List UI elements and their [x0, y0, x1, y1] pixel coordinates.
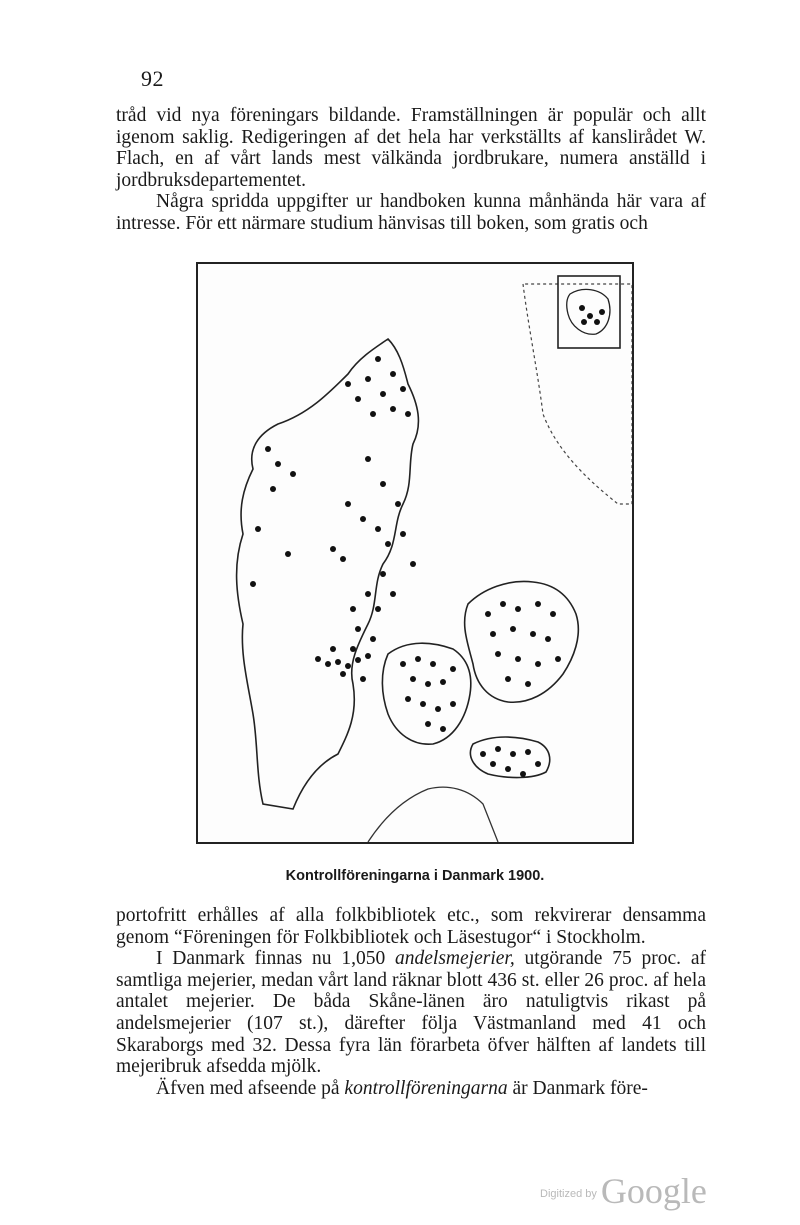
lolland-falster-coastline — [470, 737, 549, 778]
funen-coastline — [382, 643, 470, 744]
top-paragraph-text-2: Några spridda uppgifter ur handboken kunna månhända här vara af intresse. För ett närmare studium hänvisas till boken, som gratis och — [116, 191, 706, 234]
andelsmejerier-emphasis: andelsmejerier, — [395, 948, 515, 970]
bottom-paragraph-text-2b: utgörande 75 proc. af samtliga mejerier, medan vårt land räknar blott 436 st. eller 26 proc. af hela antalet mejerier. De båda Skåne-länen äro natuligtvis rikast på andelsmejerier (107 st.), därefter följa Västmanland med 41 och Skaraborgs med 32. Dessa fyra län förarbeta öfver hälften af landets till mejeribruk afsedda mjölk. — [116, 948, 706, 1078]
bornholm-dots — [579, 305, 605, 325]
zealand-dots — [485, 601, 561, 687]
top-paragraph-text-1: tråd vid nya föreningars bildande. Framställningen är populär och allt igenom saklig. Redigeringen af det hela har verkställts af kanslirådet W. Flach, en af vårt lands mest välkända jordbrukare, numera anställd i jordbruksdepartementet. — [116, 105, 706, 191]
bottom-paragraph-text-3b: är Danmark före- — [507, 1077, 648, 1099]
bottom-coastline — [368, 787, 498, 842]
google-logo: Google — [600, 1171, 707, 1211]
funen-dots — [400, 656, 456, 732]
denmark-map-image — [198, 264, 632, 842]
page-number: 92 — [141, 66, 164, 91]
top-paragraph — [116, 105, 706, 235]
figure-caption: Kontrollföreningarna i Danmark 1900. — [285, 868, 545, 884]
zealand-coastline — [465, 581, 579, 702]
bottom-paragraph-text-3a: Äfven med afseende på — [156, 1077, 345, 1099]
lolland-falster-dots — [480, 746, 541, 777]
bottom-paragraph-text-2a: I Danmark finnas nu 1,050 — [156, 948, 396, 970]
sweden-coastline — [523, 284, 632, 504]
kontrollforeningarna-emphasis: kontrollföreningarna — [344, 1077, 508, 1099]
jutland-dots — [250, 356, 416, 682]
bottom-paragraph-text-1: portofritt erhålles af alla folkbibliotek etc., som rekvirerar densamma genom “Föreningen för Folkbibliotek och Läsestugor“ i Stockholm. — [116, 905, 706, 948]
google-watermark — [540, 1170, 707, 1212]
digitized-by-label: Digitized by — [540, 1188, 597, 1200]
denmark-map-figure — [196, 262, 634, 844]
bottom-paragraph — [116, 905, 706, 1099]
